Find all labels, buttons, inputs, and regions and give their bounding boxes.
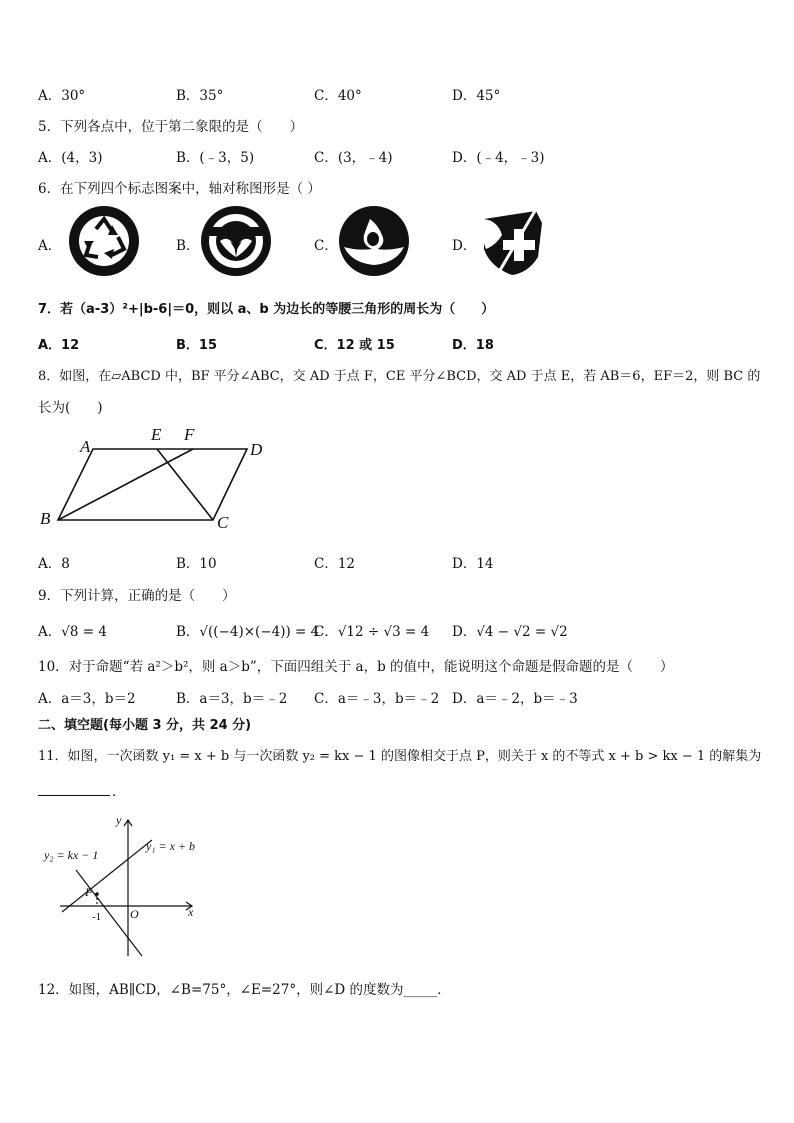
q9-stem: 9．下列计算，正确的是（ ） — [38, 588, 236, 604]
q5-stem: 5．下列各点中，位于第二象限的是（ ） — [38, 119, 304, 135]
q10-option-b: B．a＝3，b＝﹣2 — [176, 691, 288, 707]
q8-stem-line1: 8．如图，在▱ABCD 中，BF 平分∠ABC，交 AD 于点 F，CE 平分∠BCD，交 AD 于点 E，若 AB＝6，EF＝2，则 BC 的 — [38, 369, 761, 384]
origin-label: O — [130, 907, 139, 921]
green-food-icon — [200, 205, 272, 277]
q11-blank-end: ． — [112, 784, 126, 800]
q10-option-a: A．a＝3，b＝2 — [38, 691, 136, 707]
q5-option-c: C．(3，﹣4) — [314, 150, 393, 166]
parallelogram-figure — [36, 424, 276, 534]
q9-option-b: B．√((−4)×(−4)) = 4 — [176, 624, 320, 640]
q10-option-d: D．a＝﹣2，b＝﹣3 — [452, 691, 578, 707]
q4-option-a: A．30° — [38, 88, 86, 104]
q9-option-d: D．√4 − √2 = √2 — [452, 624, 568, 640]
q11-stem: 11．如图，一次函数 y₁ = x + b 与一次函数 y₂ = kx − 1 的图像相交于点 P，则关于 x 的不等式 x + b > kx − 1 的解集为 — [38, 749, 762, 764]
label-a: A — [80, 437, 91, 456]
label-e: E — [151, 425, 162, 444]
q6-label-a: A． — [38, 238, 62, 254]
q5-option-d: D．(﹣4，﹣3) — [452, 150, 545, 166]
q8-stem-line2: 长为( ) — [38, 400, 103, 416]
q12-stem: 12．如图，AB∥CD，∠B=75°，∠E=27°，则∠D 的度数为_____． — [38, 982, 451, 998]
q9-option-a: A．√8 = 4 — [38, 624, 107, 640]
q7-option-b: B．15 — [176, 338, 217, 353]
medical-cross-icon — [476, 205, 548, 277]
water-drop-icon — [338, 205, 410, 277]
answer-blank — [38, 794, 110, 796]
q7-option-c: C．12 或 15 — [314, 338, 395, 353]
q6-label-c: C． — [314, 238, 338, 254]
section-title: 二、填空题(每小题 3 分，共 24 分) — [38, 718, 252, 733]
q7-option-d: D．18 — [452, 338, 494, 353]
q8-option-a: A．8 — [38, 556, 70, 572]
y-axis-label: y — [116, 813, 122, 827]
q6-label-b: B． — [176, 238, 200, 254]
q4-option-c: C．40° — [314, 88, 362, 104]
q10-option-c: C．a＝﹣3，b＝﹣2 — [314, 691, 440, 707]
recycle-icon — [68, 205, 140, 277]
label-f: F — [184, 425, 195, 444]
tick-neg1: -1 — [92, 911, 102, 923]
point-p-label: P — [85, 885, 93, 899]
q7-option-a: A．12 — [38, 338, 80, 353]
label-b: B — [40, 509, 51, 528]
q8-option-c: C．12 — [314, 556, 356, 572]
q5-option-a: A．(4，3) — [38, 150, 103, 166]
q8-option-b: B．10 — [176, 556, 217, 572]
q5-option-b: B．(﹣3，5) — [176, 150, 255, 166]
function-graph — [40, 812, 210, 962]
q10-stem: 10．对于命题“若 a²＞b²，则 a＞b”，下面四组关于 a，b 的值中，能说明这个命题是假命题的是（ ） — [38, 659, 674, 675]
q6-stem: 6．在下列四个标志图案中，轴对称图形是（ ） — [38, 181, 321, 197]
label-c: C — [217, 513, 229, 532]
q4-option-b: B．35° — [176, 88, 224, 104]
x-axis-label: x — [188, 905, 194, 919]
y2-label: y₂ = kx − 1 — [44, 848, 99, 862]
label-d: D — [250, 440, 263, 459]
y1-label: y₁ = x + b — [146, 839, 196, 853]
q9-option-c: C．√12 ÷ √3 = 4 — [314, 624, 430, 640]
q4-option-d: D．45° — [452, 88, 501, 104]
q6-label-d: D． — [452, 238, 477, 254]
q8-option-d: D．14 — [452, 556, 494, 572]
q7-stem: 7．若（a-3）²+|b-6|＝0，则以 a、b 为边长的等腰三角形的周长为（ ） — [38, 302, 495, 317]
